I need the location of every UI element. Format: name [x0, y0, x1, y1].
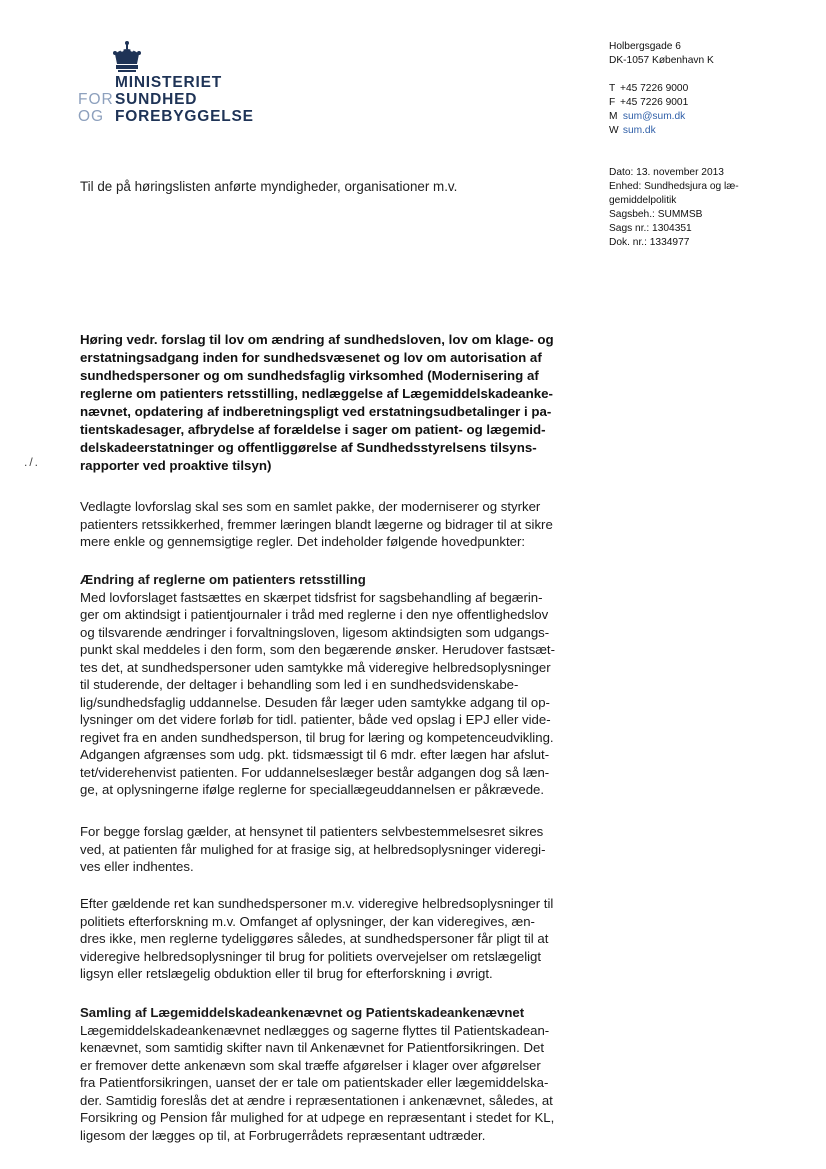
- logo-line-3: FOREBYGGELSE: [115, 108, 254, 125]
- mail-link[interactable]: sum@sum.dk: [622, 111, 686, 122]
- section-title: Ændring af reglerne om patienters retsstilling: [80, 572, 366, 587]
- meta-unit: Enhed: Sundhedsjura og læ-: [609, 181, 739, 192]
- recipient-line: Til de på høringslisten anførte myndigheder, organisationer m.v.: [80, 179, 458, 194]
- document-heading: Høring vedr. forslag til lov om ændring af sundhedsloven, lov om klage- og erstatningsadgang inden for sundhedsvæsenet og lov om autorisation af sundhedspersoner og om sundhedsfaglig virksomhed (Modernisering af reglerne om patienters retsstilling, nedlæggelse af Lægemiddelskadeanke- nævnet, opdatering af indberetningspligt ved erstatningsudbetalinger i pa- tientskadesager, afbrydelse af forældelse i sager om patient- og lægemid- delskadeerstatninger og offentliggørelse af Sundhedsstyrelsens tilsyns- rapporter ved proaktive tilsyn): [80, 332, 554, 473]
- address-line-1: Holbergsgade 6: [609, 41, 681, 52]
- paragraph-police: Efter gældende ret kan sundhedspersoner m.v. videregive helbredsoplysninger til politiets efterforskning m.v. Omfanget af oplysninger, der kan videregives, æn- dres ikke, men reglerne tydeliggøres således, at sundhedspersoner får pligt til at videregive helbredsoplysninger til brug for politiets overvejelser om retslægeligt ligsyn eller retslægelig obduktion eller til brug for efterforskning i øvrigt.: [80, 896, 554, 981]
- web-link[interactable]: sum.dk: [622, 125, 656, 136]
- ministry-logo: [78, 74, 254, 125]
- logo-prefix-og: OG: [78, 108, 105, 125]
- section-appeals-board: Samling af Lægemiddelskadeankenævnet og Patientskadeankenævnet Lægemiddelskadeankenævnet nedlægges og sagerne flyttes til Patientskadean- kenævnet, som samtidig skifter navn til Ankenævnet for Patientforsikringen. Det er fremover dette ankenævn som skal træffe afgørelser i klager over afgørelser fra Patientforsikringen, uanset der er tale om patientskader eller lægemiddelska- der. Samtidig foreslås det at ændre i repræsentationen i ankenævnet, således, at Forsikring og Pension får mulighed for at udpege en repræsentant i stedet for KL, ligesom der lægges op til, at Forbrugerrådets repræsentant udtræder.: [80, 1004, 580, 1144]
- section-patient-rights: Ændring af reglerne om patienters retsstilling Med lovforslaget fastsættes en skærpet tidsfrist for sagsbehandling af begærin- ger om aktindsigt i patientjournaler i tråd med reglerne i den nye offentlighedslov og tilsvarende ændringer i forvaltningsloven, ligesom aktindsigten som udgangs- punkt skal meddeles i den form, som den begærende ønsker. Herudover fastsæt- tes det, at sundhedspersoner uden samtykke må videregive helbredsoplysninger til studerende, der deltager i behandling som led i en sundhedsvidenskabe- lig/sundhedsfaglig uddannelse. Desuden får læger uden samtykke adgang til op- lysninger om det videre forløb for tidl. patienter, både ved opslag i EPJ eller vide- regivet fra en anden sundhedsperson, til brug for læring og kompetenceudvikling. Adgangen afgrænses som udg. pkt. tidsmæssigt til 6 mdr. efter lægen har afslut- tet/viderehenvist patienten. For uddannelseslæger består adgangen dog så læn- ge, at oplysningerne ifølge reglerne for speciallægeuddannelsen er påkrævede.: [80, 571, 580, 799]
- logo-line-1: MINISTERIET: [115, 74, 222, 91]
- meta-doc-no: Dok. nr.: 1334977: [609, 237, 690, 248]
- fax-line: F +45 7226 9001: [609, 97, 689, 108]
- logo-prefix-for: FOR: [78, 91, 114, 108]
- logo-line-2: SUNDHED: [115, 91, 198, 108]
- meta-handler: Sagsbeh.: SUMMSB: [609, 209, 703, 220]
- crown-icon: [110, 40, 144, 74]
- address-line-2: DK-1057 København K: [609, 55, 714, 66]
- meta-case-no: Sags nr.: 1304351: [609, 223, 692, 234]
- section-title: Samling af Lægemiddelskadeankenævnet og Patientskadeankenævnet: [80, 1005, 525, 1020]
- paragraph-self-determination: For begge forslag gælder, at hensynet til patienters selvbestemmelsesret sikres ved, at patienten får mulighed for at frasige sig, at helbredsoplysninger videregi- ves eller indhentes.: [80, 824, 546, 874]
- enclosure-mark: ./.: [24, 455, 41, 469]
- meta-date: Dato: 13. november 2013: [609, 167, 724, 178]
- mail-line: M sum@sum.dk: [609, 111, 686, 122]
- meta-unit-cont: gemiddelpolitik: [609, 195, 677, 206]
- contact-block: [609, 40, 714, 138]
- intro-paragraph: Vedlagte lovforslag skal ses som en samlet pakke, der moderniserer og styrker patienters retssikkerhed, fremmer læringen blandt lægerne og bidrager til at sikre mere enkle og gennemsigtige regler. Det indeholder følgende hovedpunkter:: [80, 499, 553, 549]
- phone-line: T +45 7226 9000: [609, 83, 689, 94]
- web-line: W sum.dk: [609, 125, 656, 136]
- document-meta: [609, 166, 759, 250]
